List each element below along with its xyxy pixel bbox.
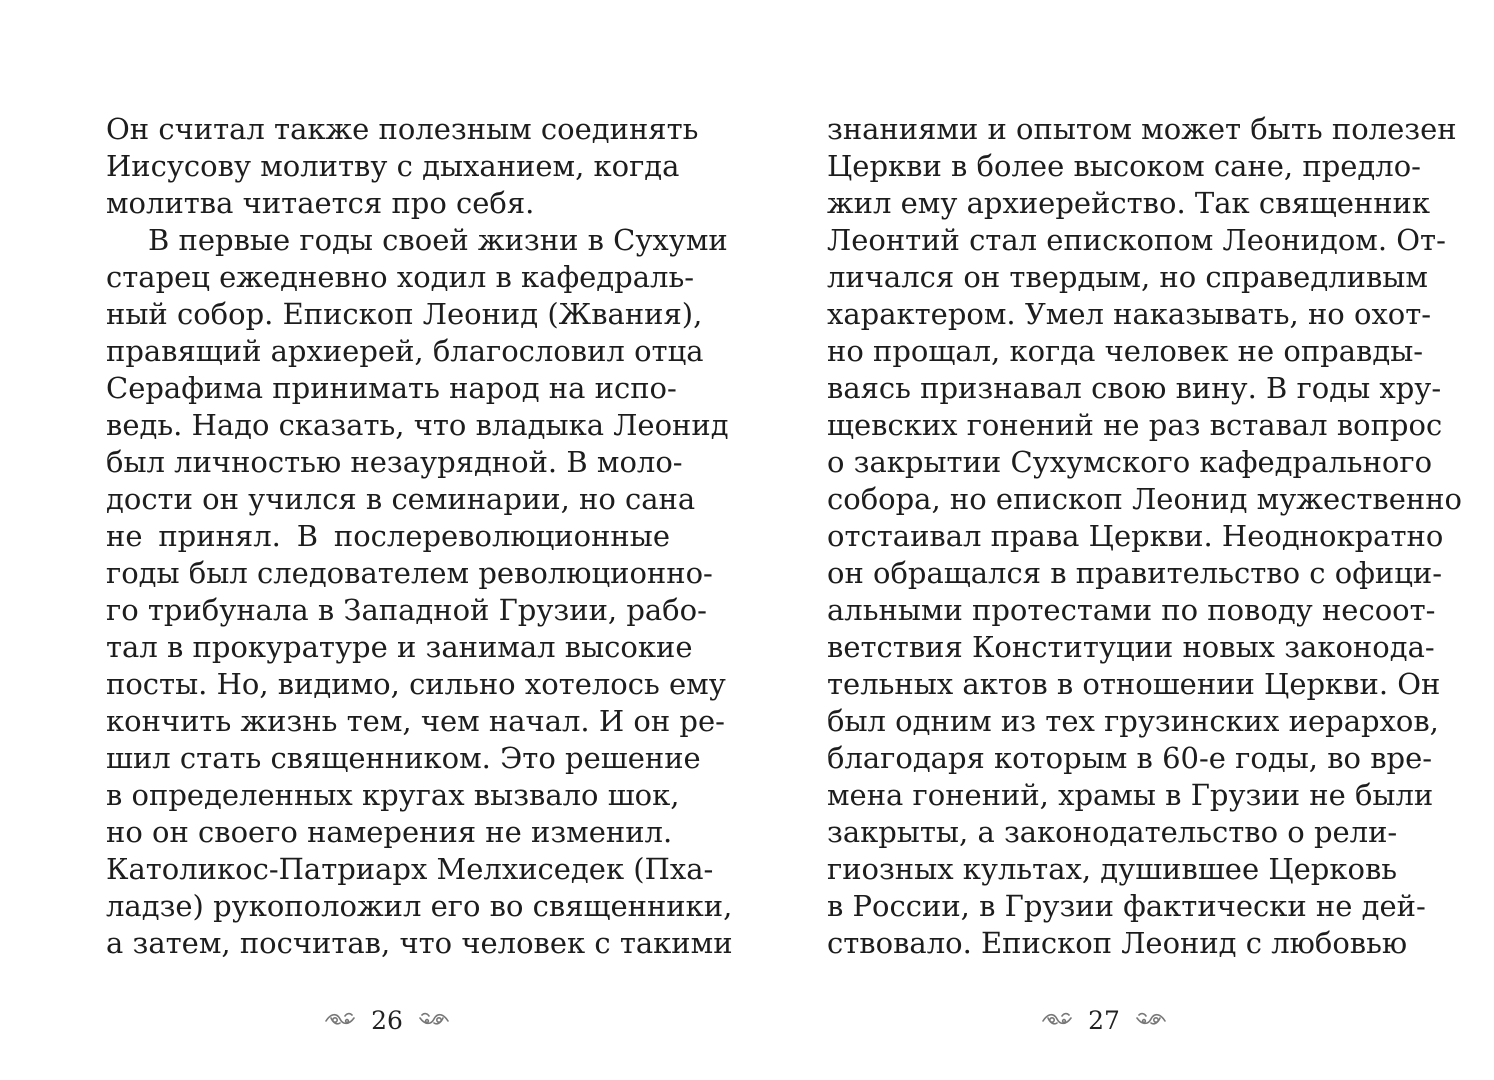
page-number: 27 xyxy=(1088,1005,1120,1035)
text-line: был личностью незаурядной. В моло- xyxy=(106,445,683,479)
text-line: В первые годы своей жизни в Сухуми xyxy=(148,223,728,257)
text-line: жил ему архиерейство. Так священник xyxy=(827,186,1430,220)
text-line: годы был следователем революционно- xyxy=(106,556,713,590)
text-line: закрыты, а законодательство о рели- xyxy=(827,815,1398,849)
text-line: знаниями и опытом может быть полезен xyxy=(827,112,1457,146)
text-line: ствовало. Епископ Леонид с любовью xyxy=(827,926,1408,960)
text-line: старец ежедневно ходил в кафедраль- xyxy=(106,260,695,294)
text-line: посты. Но, видимо, сильно хотелось ему xyxy=(106,667,726,701)
text-line: Церкви в более высоком сане, предло- xyxy=(827,149,1421,183)
text-line: мена гонений, храмы в Грузии не были xyxy=(827,778,1434,812)
text-line: благодаря которым в 60-е годы, во вре- xyxy=(827,741,1433,775)
text-line: но прощал, когда человек не оправды- xyxy=(827,334,1424,368)
text-line: молитва читается про себя. xyxy=(106,186,535,220)
text-line: Он считал также полезным соединять xyxy=(106,112,699,146)
text-line: был одним из тех грузинских иерархов, xyxy=(827,704,1439,738)
text-line: правящий архиерей, благословил отца xyxy=(106,334,704,368)
floral-flourish-icon xyxy=(323,1009,357,1031)
text-line: гиозных культах, душившее Церковь xyxy=(827,852,1398,886)
text-line: Иисусову молитву с дыханием, когда xyxy=(106,149,680,183)
text-line: о закрытии Сухумского кафедрального xyxy=(827,445,1433,479)
text-line: характером. Умел наказывать, но охот- xyxy=(827,297,1432,331)
text-line: дости он учился в семинарии, но сана xyxy=(106,482,696,516)
text-line: шил стать священником. Это решение xyxy=(106,741,701,775)
right-page xyxy=(747,0,1494,1080)
text-line: в определенных кругах вызвало шок, xyxy=(106,778,680,812)
text-line: отстаивал права Церкви. Неоднократно xyxy=(827,519,1444,553)
text-line: го трибунала в Западной Грузии, рабо- xyxy=(106,593,707,627)
floral-flourish-icon xyxy=(417,1009,451,1031)
right-page-footer xyxy=(1004,1000,1204,1040)
text-line: тельных актов в отношении Церкви. Он xyxy=(827,667,1441,701)
text-line: ваясь признавал свою вину. В годы хру- xyxy=(827,371,1442,405)
text-line: личался он твердым, но справедливым xyxy=(827,260,1428,294)
right-page-text xyxy=(827,111,1463,962)
text-line: ладзе) рукоположил его во священники, xyxy=(106,889,733,923)
text-line: Леонтий стал епископом Леонидом. От- xyxy=(827,223,1446,257)
text-line: ведь. Надо сказать, что владыка Леонид xyxy=(106,408,729,442)
text-line: тал в прокуратуре и занимал высокие xyxy=(106,630,693,664)
text-line: ветствия Конституции новых законода- xyxy=(827,630,1435,664)
page-number: 26 xyxy=(371,1005,403,1035)
floral-flourish-icon xyxy=(1040,1009,1074,1031)
text-line: кончить жизнь тем, чем начал. И он ре- xyxy=(106,704,725,738)
text-line: Католикос-Патриарх Мелхиседек (Пха- xyxy=(106,852,714,886)
text-line: Серафима принимать народ на испо- xyxy=(106,371,677,405)
text-line: не принял. В послереволюционные xyxy=(106,519,670,553)
text-line: альными протестами по поводу несоот- xyxy=(827,593,1436,627)
text-line: а затем, посчитав, что человек с такими xyxy=(106,926,733,960)
left-page-text xyxy=(106,111,733,962)
text-line: щевских гонений не раз вставал вопрос xyxy=(827,408,1443,442)
text-line: он обращался в правительство с офици- xyxy=(827,556,1443,590)
text-line: в России, в Грузии фактически не дей- xyxy=(827,889,1426,923)
left-page-footer xyxy=(287,1000,487,1040)
floral-flourish-icon xyxy=(1134,1009,1168,1031)
text-line: ный собор. Епископ Леонид (Жвания), xyxy=(106,297,703,331)
text-line: но он своего намерения не изменил. xyxy=(106,815,673,849)
text-line: собора, но епископ Леонид мужественно xyxy=(827,482,1463,516)
